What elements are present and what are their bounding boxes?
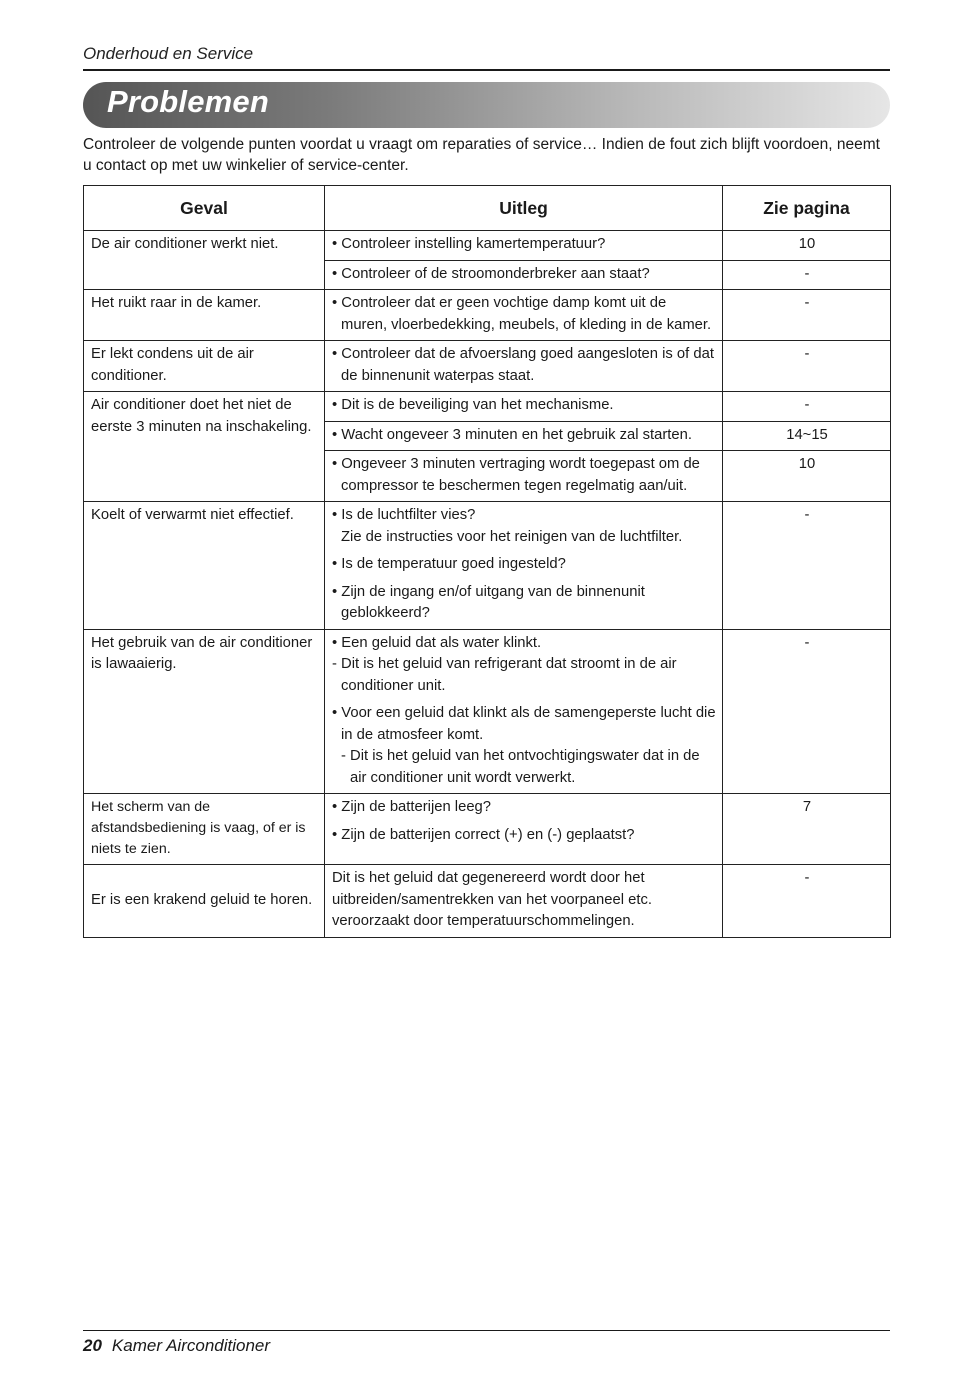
bullet-item: • Voor een geluid dat klinkt als de samengeperste lucht die in de atmosfeer komt. bbox=[332, 705, 716, 743]
explanation-cell bbox=[325, 629, 723, 794]
page-ref-cell: - bbox=[723, 260, 891, 290]
section-header: Onderhoud en Service bbox=[83, 44, 254, 63]
table-row bbox=[84, 392, 891, 422]
footer-divider bbox=[83, 1330, 890, 1331]
table-row bbox=[84, 290, 891, 341]
explanation-cell bbox=[325, 794, 723, 865]
page-ref-cell: 10 bbox=[723, 231, 891, 261]
explanation-cell bbox=[325, 260, 723, 290]
page-ref-cell: - bbox=[723, 341, 891, 392]
case-cell: Het gebruik van de air conditioner is lawaaierig. bbox=[84, 629, 325, 794]
bullet-item: • Ongeveer 3 minuten vertraging wordt toegepast om de compressor te beschermen tegen regelmatig aan/uit. bbox=[332, 456, 700, 494]
bullet-item: • Zijn de ingang en/of uitgang van de binnenunit geblokkeerd? bbox=[332, 583, 645, 621]
page-ref-cell: - bbox=[723, 392, 891, 422]
explanation-cell bbox=[325, 865, 723, 938]
bullet-item: • Controleer of de stroomonderbreker aan staat? bbox=[332, 265, 650, 282]
header-zie-pagina: Zie pagina bbox=[723, 186, 891, 231]
page-ref-cell: 14~15 bbox=[723, 421, 891, 451]
explanation-cell bbox=[325, 451, 723, 502]
table-row bbox=[84, 502, 891, 630]
footer-product: Kamer Airconditioner bbox=[111, 1336, 271, 1355]
page-title: Problemen bbox=[107, 84, 270, 119]
header-uitleg: Uitleg bbox=[325, 186, 723, 231]
explanation-cell bbox=[325, 502, 723, 630]
table-row bbox=[84, 231, 891, 261]
bullet-subitem: - Dit is het geluid van het ontvochtigingswater dat in de air conditioner unit wordt verwerkt. bbox=[341, 748, 700, 786]
explanation-cell bbox=[325, 392, 723, 422]
bullet-item: • Zijn de batterijen leeg? bbox=[332, 799, 492, 815]
page-ref-cell: - bbox=[723, 502, 891, 630]
bullet-item: • Is de luchtfilter vies? bbox=[332, 507, 476, 523]
title-banner bbox=[83, 82, 890, 128]
case-cell: Het ruikt raar in de kamer. bbox=[84, 290, 325, 341]
bullet-subtext: Zie de instructies voor het reinigen van de luchtfilter. bbox=[341, 528, 683, 545]
explanation-cell bbox=[325, 231, 723, 261]
bullet-item: • Controleer instelling kamertemperatuur? bbox=[332, 236, 606, 252]
intro-paragraph: Controleer de volgende punten voordat u vraagt om reparaties of service… Indien de fout zich blijft voordoen, neemt u contact op met uw winkelier of service-center. bbox=[83, 136, 880, 174]
bullet-item: • Dit is de beveiliging van het mechanisme. bbox=[332, 397, 614, 413]
bullet-item: • Controleer dat de afvoerslang goed aangesloten is of dat de binnenunit waterpas staat. bbox=[332, 346, 714, 384]
explanation-cell bbox=[325, 341, 723, 392]
bullet-item: • Wacht ongeveer 3 minuten en het gebruik zal starten. bbox=[332, 426, 692, 443]
case-cell: Koelt of verwarmt niet effectief. bbox=[84, 502, 325, 630]
page-ref-cell: - bbox=[723, 290, 891, 341]
page-ref-cell: 10 bbox=[723, 451, 891, 502]
page-footer bbox=[83, 1336, 270, 1356]
explanation-cell bbox=[325, 421, 723, 451]
explanation-text: Dit is het geluid dat gegenereerd wordt door het uitbreiden/samentrekken van het voorpaneel etc. veroorzaakt door temperatuurschommelingen. bbox=[332, 870, 652, 929]
header-divider bbox=[83, 69, 890, 71]
bullet-subitem: - Dit is het geluid van refrigerant dat stroomt in de air conditioner unit. bbox=[332, 656, 677, 694]
table-row bbox=[84, 794, 891, 865]
page-number: 20 bbox=[83, 1336, 102, 1355]
bullet-item: • Zijn de batterijen correct (+) en (-) geplaatst? bbox=[332, 826, 635, 843]
case-cell: Er lekt condens uit de air conditioner. bbox=[84, 341, 325, 392]
page-ref-cell: - bbox=[723, 629, 891, 794]
bullet-item: • Is de temperatuur goed ingesteld? bbox=[332, 556, 566, 572]
troubleshooting-table bbox=[83, 185, 891, 938]
table-header-row bbox=[84, 186, 891, 231]
page-ref-cell: 7 bbox=[723, 794, 891, 865]
bullet-item: • Controleer dat er geen vochtige damp komt uit de muren, vloerbedekking, meubels, of kleding in de kamer. bbox=[332, 295, 712, 333]
page-ref-cell: - bbox=[723, 865, 891, 938]
table-row bbox=[84, 341, 891, 392]
case-cell: Het scherm van de afstandsbediening is vaag, of er is niets te zien. bbox=[84, 794, 325, 865]
case-cell: De air conditioner werkt niet. bbox=[84, 231, 325, 290]
case-cell: Air conditioner doet het niet de eerste 3 minuten na inschakeling. bbox=[84, 392, 325, 502]
bullet-item: • Een geluid dat als water klinkt. bbox=[332, 634, 542, 651]
table-row bbox=[84, 629, 891, 794]
table-row bbox=[84, 865, 891, 938]
case-cell: Er is een krakend geluid te horen. bbox=[84, 865, 325, 938]
explanation-cell bbox=[325, 290, 723, 341]
header-geval: Geval bbox=[84, 186, 325, 231]
